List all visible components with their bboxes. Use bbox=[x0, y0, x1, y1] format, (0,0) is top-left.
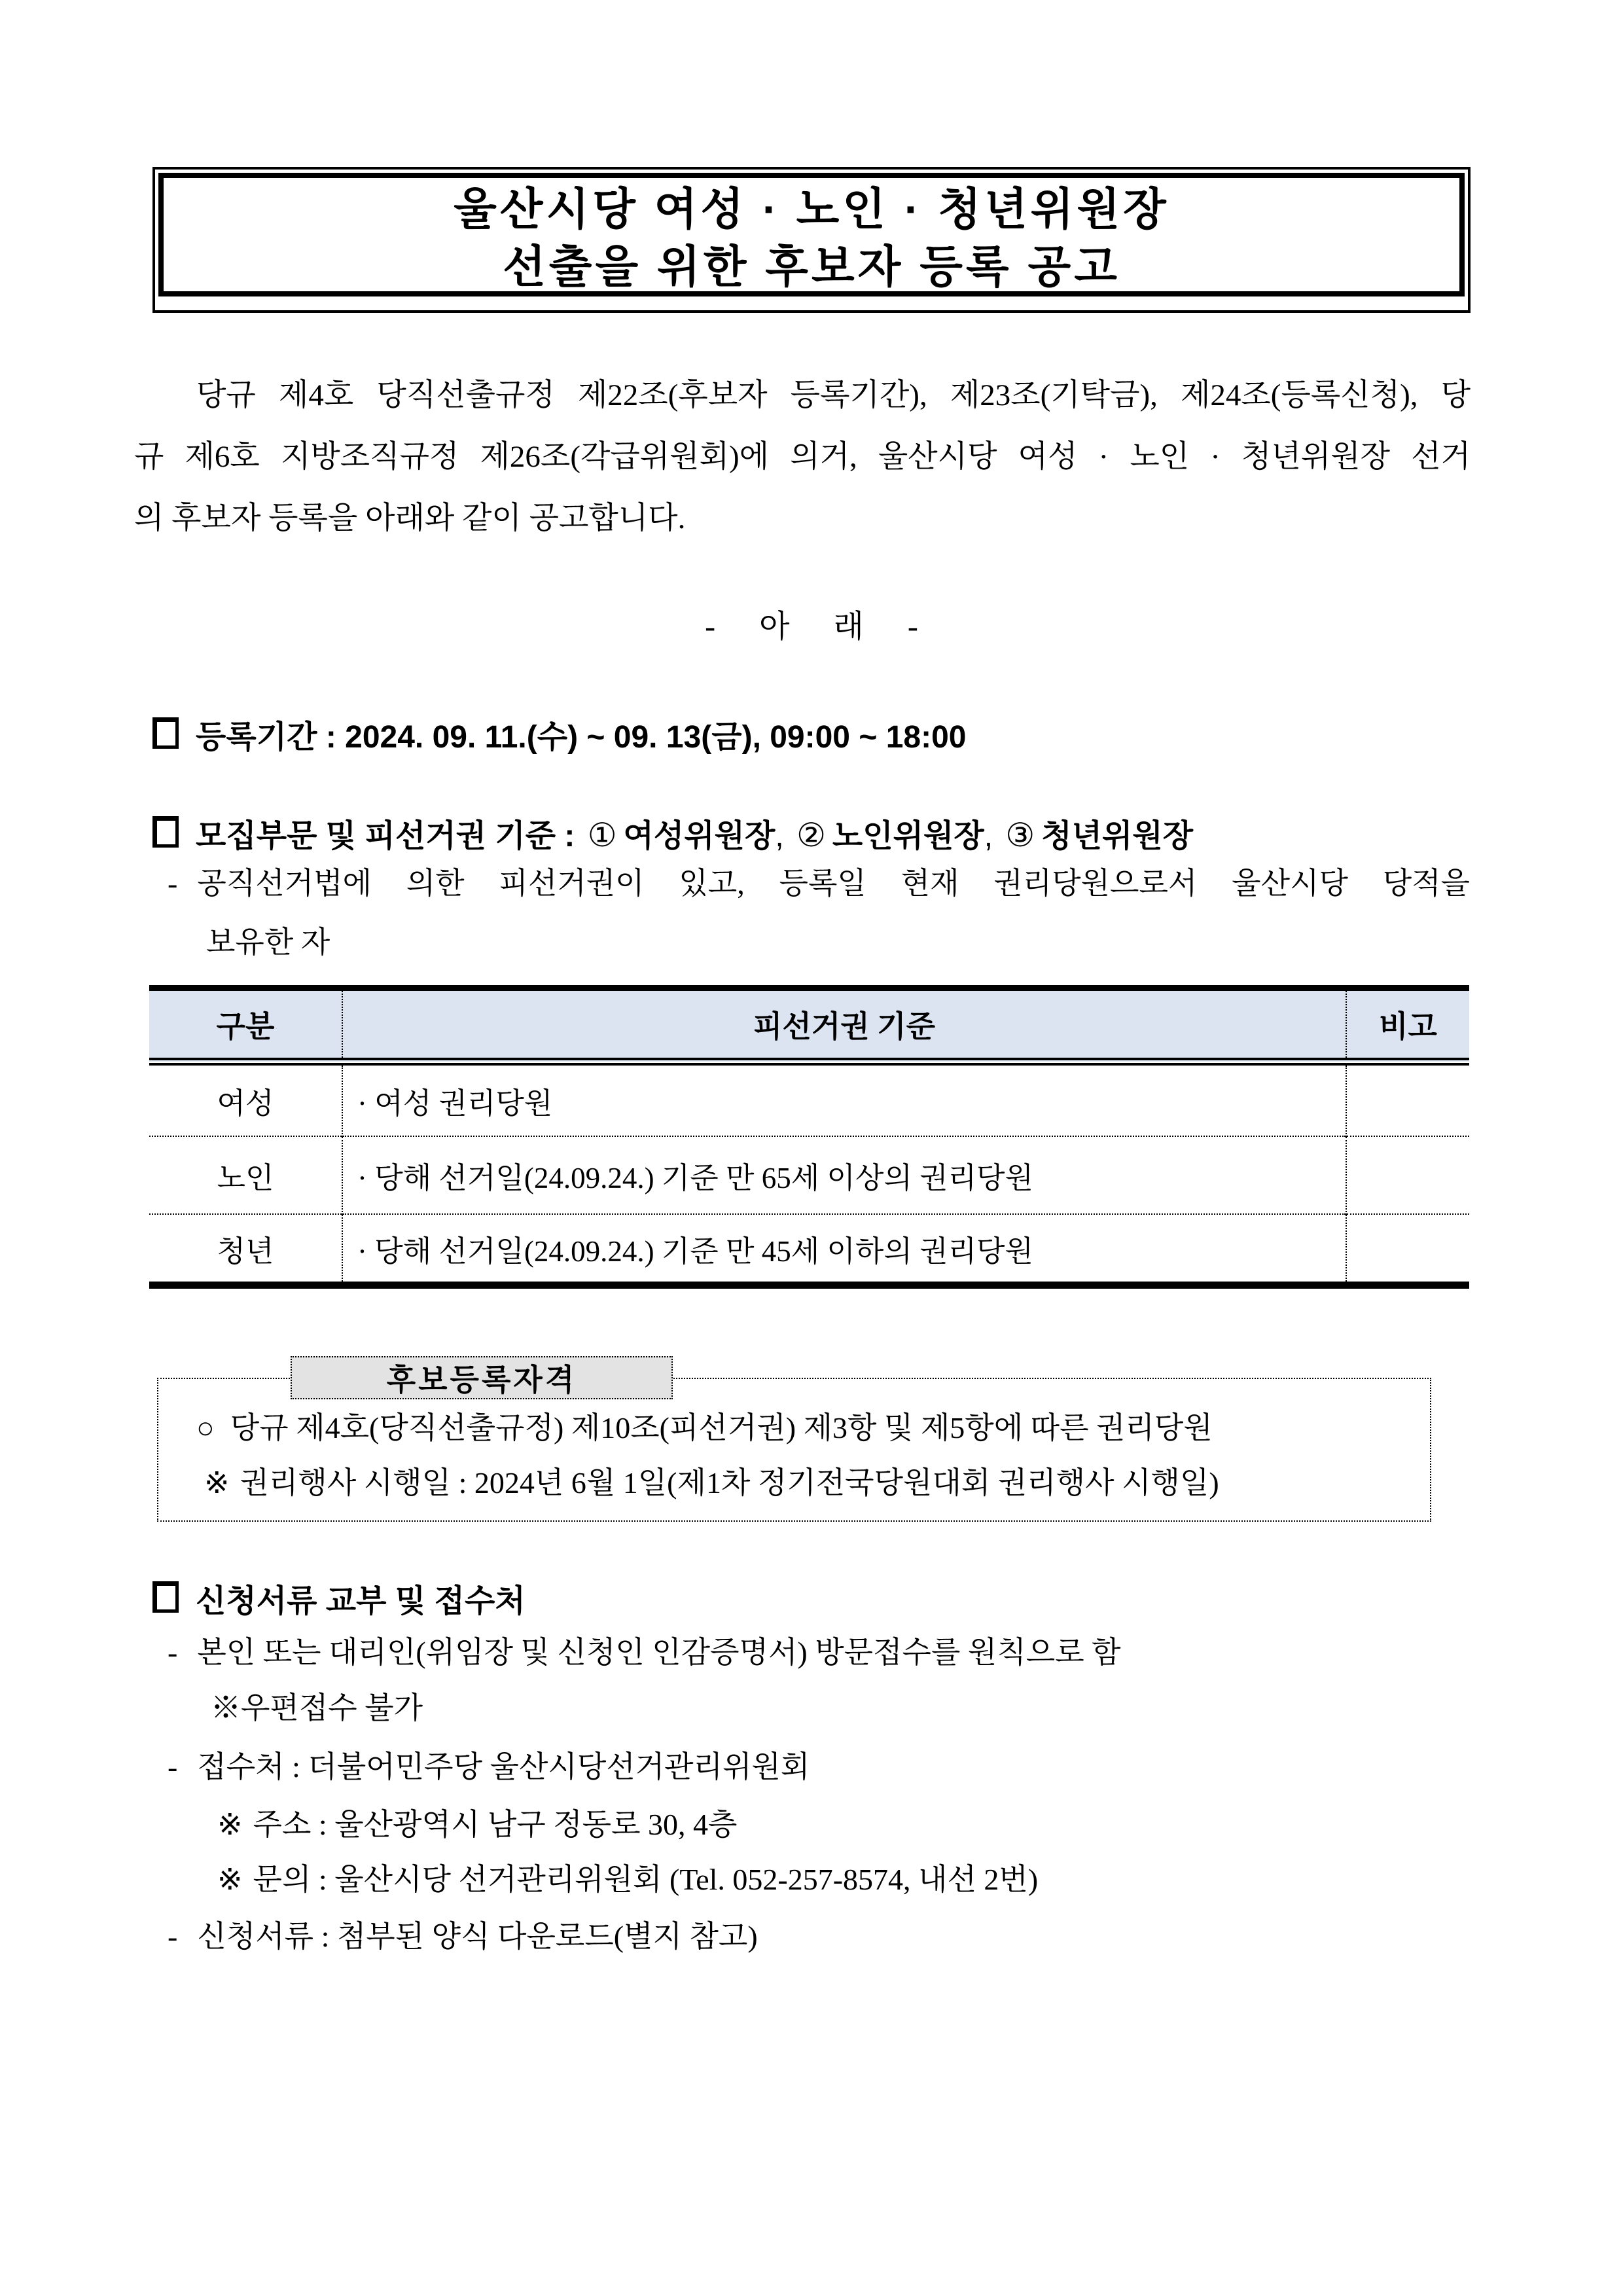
page-title-line2: 선출을 위한 후보자 등록 공고 bbox=[503, 242, 1120, 292]
dash-marker: - bbox=[168, 1920, 178, 1953]
submission-item bbox=[168, 1633, 1121, 1672]
qualification-line1-text: 당규 제4호(당직선출규정) 제10조(피선거권) 제3항 및 제5항에 따른 권리당원 bbox=[230, 1411, 1213, 1444]
dash-marker: - bbox=[168, 1636, 178, 1669]
row-note bbox=[1346, 1062, 1469, 1136]
submission-item-text: 문의 : 울산시당 선거관리위원회 (Tel. 052-257-8574, 내선 2번) bbox=[253, 1863, 1039, 1896]
section-recruitment bbox=[152, 816, 1193, 856]
qualification-line1 bbox=[196, 1408, 1213, 1448]
row-note bbox=[1346, 1214, 1469, 1285]
submission-item-text: 본인 또는 대리인(위임장 및 신청인 인감증명서) 방문접수를 원칙으로 함 bbox=[197, 1636, 1121, 1669]
intro-line3: 의 후보자 등록을 아래와 같이 공고합니다. bbox=[134, 501, 686, 535]
recruitment-sep-2: , bbox=[984, 819, 1002, 853]
table-header-row bbox=[149, 988, 1469, 1062]
table-row bbox=[149, 1062, 1469, 1136]
qualification-line2 bbox=[204, 1463, 1219, 1503]
section-submission bbox=[152, 1581, 526, 1621]
row-note bbox=[1346, 1136, 1469, 1214]
reference-mark-icon: ※ bbox=[217, 1808, 243, 1841]
recruitment-item-2: 노인위원장 bbox=[832, 819, 984, 853]
row-criteria: · 당해 선거일(24.09.24.) 기준 만 65세 이상의 권리당원 bbox=[342, 1136, 1346, 1214]
submission-item-text: ※우편접수 불가 bbox=[211, 1691, 423, 1725]
recruitment-item-3: 청년위원장 bbox=[1041, 819, 1194, 853]
intro-paragraph bbox=[134, 365, 1471, 549]
recruitment-separator: : bbox=[556, 819, 584, 853]
submission-item-text: 주소 : 울산광역시 남구 정동로 30, 4층 bbox=[253, 1808, 738, 1841]
recruitment-item-1: 여성위원장 bbox=[623, 819, 776, 853]
circled-number-1-icon: ① bbox=[587, 817, 617, 853]
page-title-line1: 울산시당 여성 · 노인 · 청년위원장 bbox=[454, 185, 1169, 234]
eligibility-note-line1 bbox=[168, 864, 1470, 903]
recruitment-sep-1: , bbox=[775, 819, 793, 853]
criteria-table bbox=[149, 985, 1469, 1289]
submission-item bbox=[217, 1860, 1038, 1899]
row-category: 노인 bbox=[149, 1136, 342, 1214]
circled-number-2-icon: ② bbox=[796, 817, 826, 853]
table-row bbox=[149, 1136, 1469, 1214]
col-header-category: 구분 bbox=[149, 988, 342, 1062]
submission-item bbox=[168, 1748, 810, 1787]
eligibility-note-line2: 보유한 자 bbox=[206, 925, 330, 959]
row-category: 청년 bbox=[149, 1214, 342, 1285]
qualification-line2-text: 권리행사 시행일 : 2024년 6월 1일(제1차 정기전국당원대회 권리행사 시행일) bbox=[240, 1466, 1219, 1499]
qualification-box-label: 후보등록자격 bbox=[291, 1356, 673, 1399]
square-bullet-icon bbox=[152, 816, 179, 848]
reference-mark-icon: ※ bbox=[204, 1466, 230, 1499]
intro-line1: 당규 제4호 당직선출규정 제22조(후보자 등록기간), 제23조(기탁금), 제24조(등록신청), 당 bbox=[196, 378, 1471, 412]
submission-item bbox=[168, 1917, 758, 1956]
circle-bullet-icon: ○ bbox=[196, 1411, 215, 1444]
intro-line2: 규 제6호 지방조직규정 제26조(각급위원회)에 의거, 울산시당 여성 · 노인 · 청년위원장 선거 bbox=[134, 440, 1471, 474]
section-registration-period bbox=[152, 717, 966, 757]
row-criteria: · 당해 선거일(24.09.24.) 기준 만 45세 이하의 권리당원 bbox=[342, 1214, 1346, 1285]
dash-marker: - bbox=[168, 867, 178, 900]
submission-item bbox=[217, 1805, 738, 1844]
title-box bbox=[152, 167, 1471, 313]
col-header-note: 비고 bbox=[1346, 988, 1469, 1062]
registration-period-label: 등록기간 bbox=[196, 720, 317, 755]
eligibility-note-text1: 공직선거법에 의한 피선거권이 있고, 등록일 현재 권리당원으로서 울산시당 당적을 bbox=[197, 867, 1470, 900]
submission-item-text: 신청서류 : 첨부된 양식 다운로드(별지 참고) bbox=[197, 1920, 758, 1953]
circled-number-3-icon: ③ bbox=[1005, 817, 1035, 853]
below-divider: - 아 래 - bbox=[705, 609, 918, 644]
square-bullet-icon bbox=[152, 1581, 179, 1613]
submission-title: 신청서류 교부 및 접수처 bbox=[196, 1584, 526, 1619]
submission-item bbox=[211, 1689, 423, 1728]
square-bullet-icon bbox=[152, 717, 179, 749]
table-row bbox=[149, 1214, 1469, 1285]
row-criteria: · 여성 권리당원 bbox=[342, 1062, 1346, 1136]
title-box-inner bbox=[158, 173, 1465, 296]
reference-mark-icon: ※ bbox=[217, 1863, 243, 1896]
submission-item-text: 접수처 : 더불어민주당 울산시당선거관리위원회 bbox=[197, 1750, 810, 1784]
col-header-criteria: 피선거권 기준 bbox=[342, 988, 1346, 1062]
recruitment-label: 모집부문 및 피선거권 기준 bbox=[196, 819, 556, 853]
dash-marker: - bbox=[168, 1750, 178, 1784]
registration-period-value: 2024. 09. 11.(수) ~ 09. 13(금), 09:00 ~ 18:00 bbox=[345, 720, 967, 755]
registration-period-separator: : bbox=[317, 720, 346, 755]
row-category: 여성 bbox=[217, 1087, 274, 1120]
